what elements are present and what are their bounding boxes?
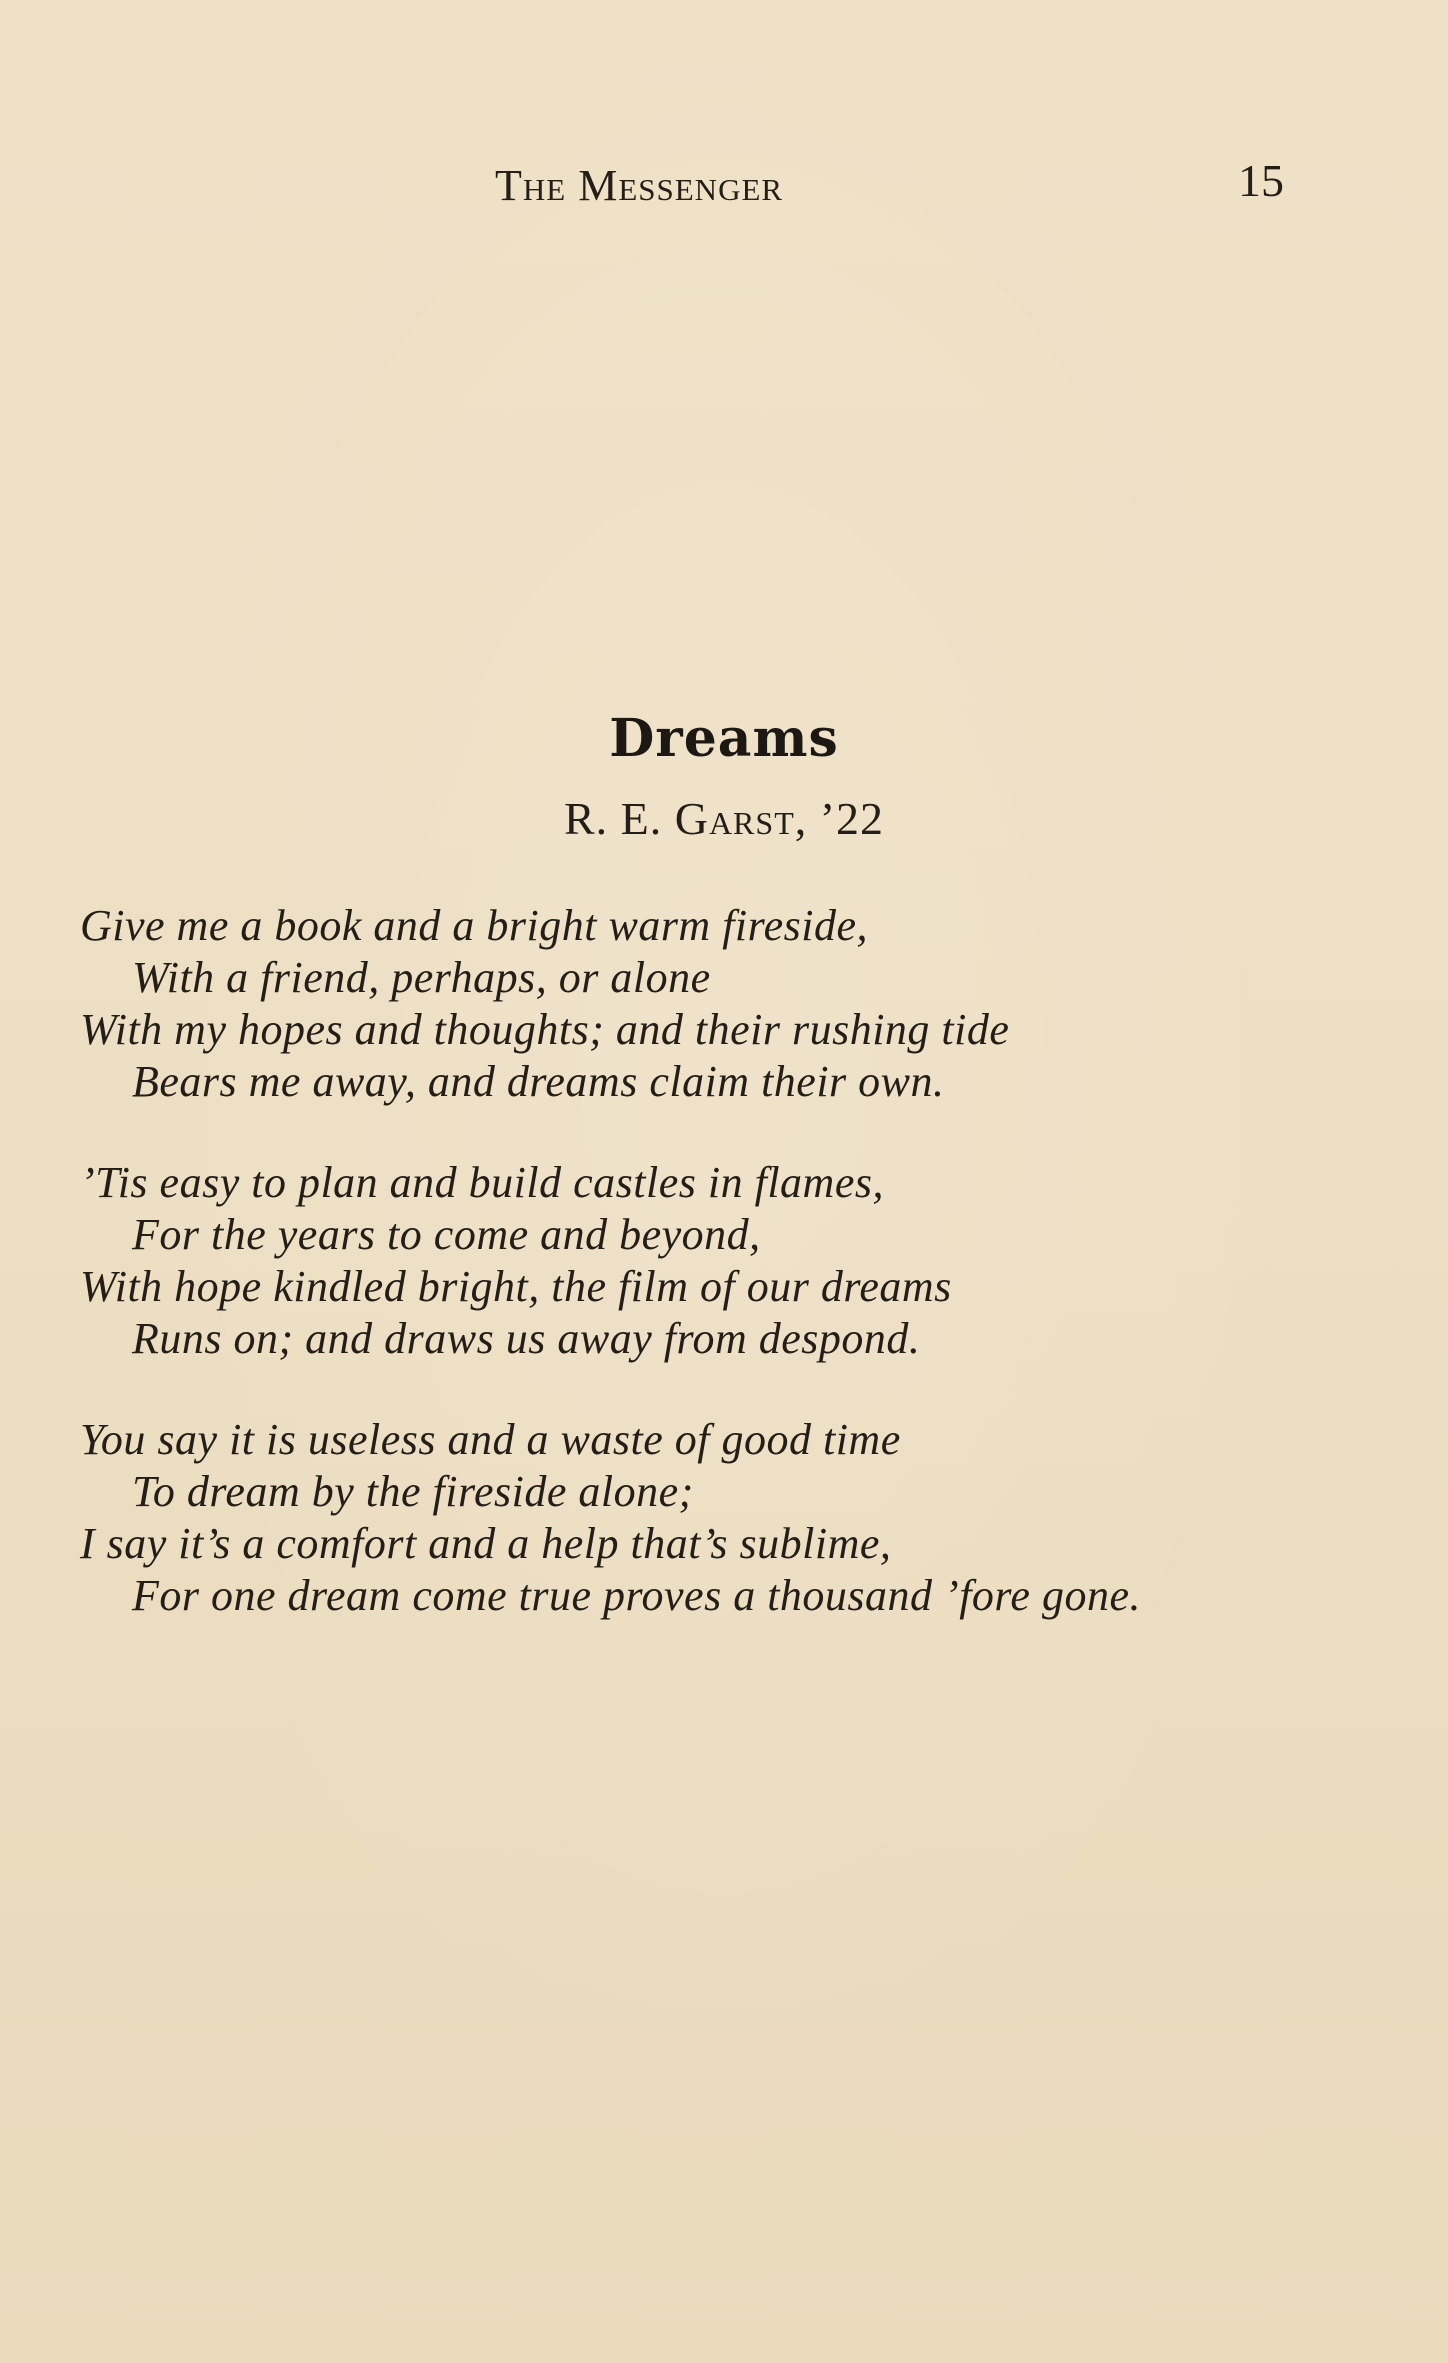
- poem-line: With a friend, perhaps, or alone: [132, 953, 711, 1002]
- poem-line: With my hopes and thoughts; and their rushing tide: [80, 1005, 1010, 1054]
- poem-line: You say it is useless and a waste of good time: [80, 1415, 901, 1464]
- stanza-2: [80, 1157, 1400, 1365]
- poem-line: Give me a book and a bright warm fireside,: [80, 901, 869, 950]
- stanza-1: [80, 900, 1400, 1108]
- poem-line: To dream by the fireside alone;: [132, 1467, 694, 1516]
- poem-line: ’Tis easy to plan and build castles in flames,: [80, 1158, 884, 1207]
- page-number: 15: [1238, 155, 1284, 206]
- journal-name: The Messenger: [495, 161, 784, 210]
- poem-line: For one dream come true proves a thousand ’fore gone.: [132, 1571, 1141, 1620]
- poem-line: For the years to come and beyond,: [132, 1210, 761, 1259]
- running-head: [0, 152, 1448, 212]
- poem-line: Bears me away, and dreams claim their own.: [132, 1057, 945, 1106]
- stanza-3: [80, 1414, 1400, 1622]
- poem-author: R. E. Garst, ’22: [563, 793, 885, 844]
- poem-line: With hope kindled bright, the film of our dreams: [80, 1262, 952, 1311]
- poem-title: Dreams: [609, 708, 839, 769]
- poem-line: I say it’s a comfort and a help that’s sublime,: [80, 1519, 892, 1568]
- poem-line: Runs on; and draws us away from despond.: [132, 1314, 921, 1363]
